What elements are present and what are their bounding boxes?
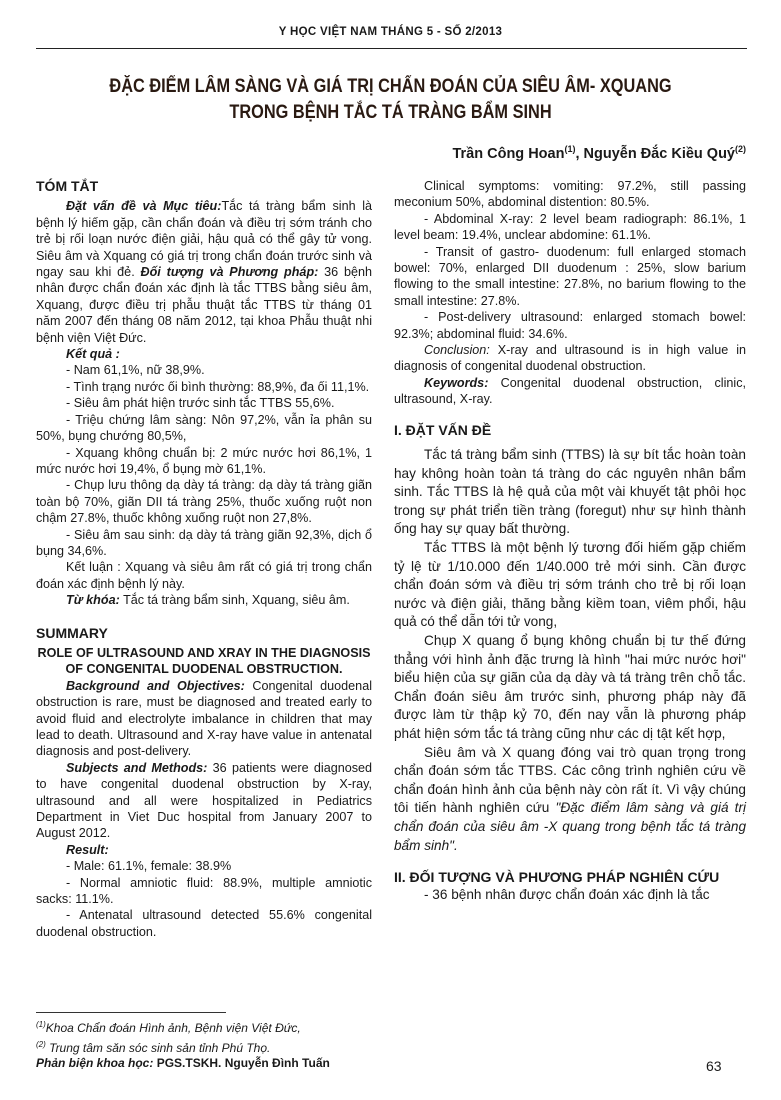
reviewer-label: Phản biện khoa học: [36, 1056, 154, 1070]
authors [380, 144, 746, 162]
section-1-paragraph [394, 744, 746, 856]
en-abstract-subtitle: ROLE OF ULTRASOUND AND XRAY IN THE DIAGNOSIS OF CONGENITAL DUODENAL OBSTRUCTION. [37, 645, 371, 677]
en-result-item: - Post-delivery ultrasound: enlarged stomach bowel: 92.3%; abdominal fluid: 34.6%. [394, 310, 746, 341]
en-subjects [36, 760, 372, 842]
en-keywords-label: Keywords: [424, 375, 489, 390]
section-1-paragraph: Tắc TTBS là một bệnh lý tương đối hiếm gặp chiếm tỷ lệ từ 1/10.000 đến 1/40.000 trẻ mới sinh. Cần được chẩn đoán sớm và điều trị sớm tránh cho trẻ bị rối loạn nước và điện giải, thăng bằng kiềm toan, viêm phổi, hậu quả có thể dẫn tới tử vong, [394, 540, 746, 630]
en-keywords [394, 375, 746, 408]
vn-subjects-label: Đối tượng và Phương pháp: [140, 265, 319, 280]
study-title-quote: "Đặc điểm lâm sàng và giá trị chẩn đoán của siêu âm -X quang trong bệnh tắc tá tràng bẩm sinh". [394, 800, 747, 853]
section-2-first-line: - 36 bệnh nhân được chẩn đoán xác định là tắc [424, 886, 710, 902]
section-1-p4-text: Siêu âm và X quang đóng vai trò quan trọng trong chẩn đoán sớm tắc TTBS. Các công trình nghiên cứu về chẩn đoán hình ảnh của bệnh này còn rất ít. Vì vậy chúng tôi tiến hành nghiên cứu [394, 744, 746, 816]
header-rule [36, 48, 747, 49]
footnote-2-mark: (2) [36, 1039, 46, 1049]
en-keywords-text: Congenital duodenal obstruction, clinic, ultrasound, X-ray. [394, 375, 746, 407]
vn-results-list [36, 362, 372, 559]
en-result-item: - Antenatal ultrasound detected 55.6% congenital duodenal obstruction. [36, 908, 372, 939]
author-2-affil: (2) [735, 144, 746, 154]
en-result-item: - Transit of gastro- duodenum: full enlarged stomach bowel: 70%, enlarged DII duodenum : 25%, slow barium flowing to the small intestine: 27.8%, no barium flowing to the small intestine: 27.8%. [394, 244, 746, 308]
footnote-2 [36, 1037, 416, 1057]
en-conclusion [394, 342, 746, 375]
vn-keywords-label: Từ khóa: [66, 593, 120, 608]
reviewer-line [36, 1056, 416, 1072]
title-line-1: ĐẶC ĐIỂM LÂM SÀNG VÀ GIÁ TRỊ CHẨN ĐOÁN CỦA SIÊU ÂM- XQUANG [109, 76, 672, 97]
author-2: Nguyễn Đắc Kiều Quý [583, 145, 735, 162]
paper-title [89, 74, 692, 126]
vn-result-item: - Chụp lưu thông dạ dày tá tràng: dạ dày tá tràng giãn toàn bộ 70%, giãn DII tá tràng 25%, thuốc xuống ruột non chậm 27.8%, thuốc không xuống ruột non 27,8%. [36, 478, 372, 526]
vn-result-item: - Tình trạng nước ối bình thường: 88,9%, đa ối 11,1%. [66, 379, 370, 394]
vn-background-label: Đặt vấn đề và Mục tiêu: [66, 199, 222, 214]
vn-keywords-text: Tắc tá tràng bẩm sinh, Xquang, siêu âm. [123, 593, 350, 608]
author-separator: , [575, 145, 584, 162]
left-column [36, 178, 372, 940]
vn-background [36, 198, 372, 346]
vn-result-item: - Siêu âm sau sinh: dạ dày tá tràng giãn 92,3%, dịch ổ bụng 34,6%. [36, 527, 372, 558]
vn-keywords [36, 592, 372, 608]
en-result-item: - Male: 61.1%, female: 38.9% [66, 859, 232, 874]
footnote-1-mark: (1) [36, 1020, 46, 1029]
vn-result-item: - Siêu âm phát hiện trước sinh tắc TTBS 55,6%. [66, 396, 335, 411]
en-conclusion-label: Conclusion: [424, 343, 490, 358]
author-1: Trần Công Hoan [452, 145, 565, 162]
footnote-rule [36, 1012, 226, 1013]
footnote-1 [36, 1017, 416, 1037]
en-result-item: - Normal amniotic fluid: 88.9%, multiple amniotic sacks: 11.1%. [36, 875, 372, 907]
footnotes [36, 1017, 416, 1072]
en-result-item: Clinical symptoms: vomiting: 97.2%, still passing meconium 50%, abdominal distention: 80.5%. [394, 179, 746, 210]
en-subjects-text: 36 patients were diagnosed to have congenital duodenal obstruction by X-ray, ultrasound and all were hospitalized in Pediatrics Department in Viet Duc hospital from January 2007 to August 2012. [36, 760, 373, 841]
section-1-paragraph: Chụp X quang ổ bụng không chuẩn bị tư thế đứng thẳng với hình ảnh đặc trưng là hình "hai mức nước hơi" biểu hiện của sự giãn của dạ dày và tá tràng trên chỗ tắc. Chẩn đoán siêu âm trước sinh, phương pháp này đã được làm từ thập kỷ 70, đến nay vẫn là phương pháp phát hiện sớm tắc tá tràng cũng như các dị tật kết hợp, [394, 633, 746, 741]
en-result-item: - Abdominal X-ray: 2 level beam radiograph: 86.1%, 1 level beam: 19.4%, unclear abdomine: 61.1%. [394, 211, 746, 243]
en-conclusion-text: X-ray and ultrasound is in high value in diagnosis of congenital duodenal obstruction. [394, 343, 747, 374]
vn-result-item: - Nam 61,1%, nữ 38,9%. [66, 363, 205, 378]
vn-subjects-text: 36 bệnh nhân được chẩn đoán xác định là tắc TTBS bằng siêu âm, Xquang, được điều trị phẫu thuật tắc TTBS từ tháng 01 năm 2007 đến tháng 08 năm 2012, tại khoa Phẫu thuật nhi bệnh viện Việt Đức. [36, 265, 373, 345]
section-1-paragraph: Tắc tá tràng bẩm sinh (TTBS) là sự bít tắc hoàn toàn hay không hoàn toàn tá tràng do các nguyên nhân bẩm sinh. Tắc TTBS là hệ quả của một vài khuyết tật phôi học trong sự phát triển tiền tràng (foregut) như sự hình thành ống hay sự quay bất thường. [394, 447, 746, 537]
title-line-2: TRONG BỆNH TẮC TÁ TRÀNG BẨM SINH [229, 102, 552, 123]
en-result-label: Result: [66, 842, 109, 857]
footnote-1-text: Khoa Chẩn đoán Hình ảnh, Bệnh viện Việt Đức, [45, 1021, 301, 1035]
journal-header: Y HỌC VIỆT NAM THÁNG 5 - SỐ 2/2013 [278, 26, 503, 38]
vn-results-label: Kết quả : [66, 347, 120, 362]
vn-conclusion: Kết luận : Xquang và siêu âm rất có giá trị trong chẩn đoán xác định bệnh lý này. [36, 560, 372, 591]
reviewer-name: PGS.TSKH. Nguyễn Đình Tuấn [156, 1056, 330, 1070]
author-1-affil: (1) [564, 144, 576, 154]
section-1-body [394, 446, 746, 855]
section-2-heading: II. ĐỐI TƯỢNG VÀ PHƯƠNG PHÁP NGHIÊN CỨU [394, 869, 720, 886]
section-2-body [394, 886, 746, 905]
en-subjects-label: Subjects and Methods: [66, 760, 208, 775]
page-number: 63 [706, 1058, 722, 1074]
en-background-label: Background and Objectives: [66, 678, 245, 693]
vn-background-text: Tắc tá tràng bẩm sinh là bệnh lý hiếm gặp, cần chẩn đoán và điều trị sớm tránh cho trẻ bị rối loạn nước điện giải, hậu quả có thể gây tử vong. Siêu âm và Xquang có giá trị trong chẩn đoán trước sinh và ngay sau khi đẻ. [36, 199, 372, 280]
en-abstract-heading: SUMMARY [36, 624, 108, 641]
right-column [394, 178, 746, 904]
en-background-text: Congenital duodenal obstruction is rare, must be diagnosed and treated early to avoid fluid and electrolyte imbalance in children that may lead to death. Ultrasound and X-ray have value in antenatal diagnosis and post-delivery. [36, 678, 372, 759]
vn-result-item: - Triệu chứng lâm sàng: Nôn 97,2%, vẫn ỉa phân su 50%, bụng chướng 80,5%, [36, 412, 372, 444]
section-1-heading: I. ĐẶT VẤN ĐỀ [394, 421, 492, 438]
en-background [36, 678, 372, 760]
vn-result-item: - Xquang không chuẩn bị: 2 mức nước hơi 86,1%, 1 mức nước hơi 19,4%, ổ bụng mờ 61,1%. [36, 445, 372, 476]
vn-abstract-heading: TÓM TẮT [36, 178, 99, 194]
footnote-2-text: Trung tâm săn sóc sinh sản tỉnh Phú Thọ. [49, 1040, 271, 1055]
